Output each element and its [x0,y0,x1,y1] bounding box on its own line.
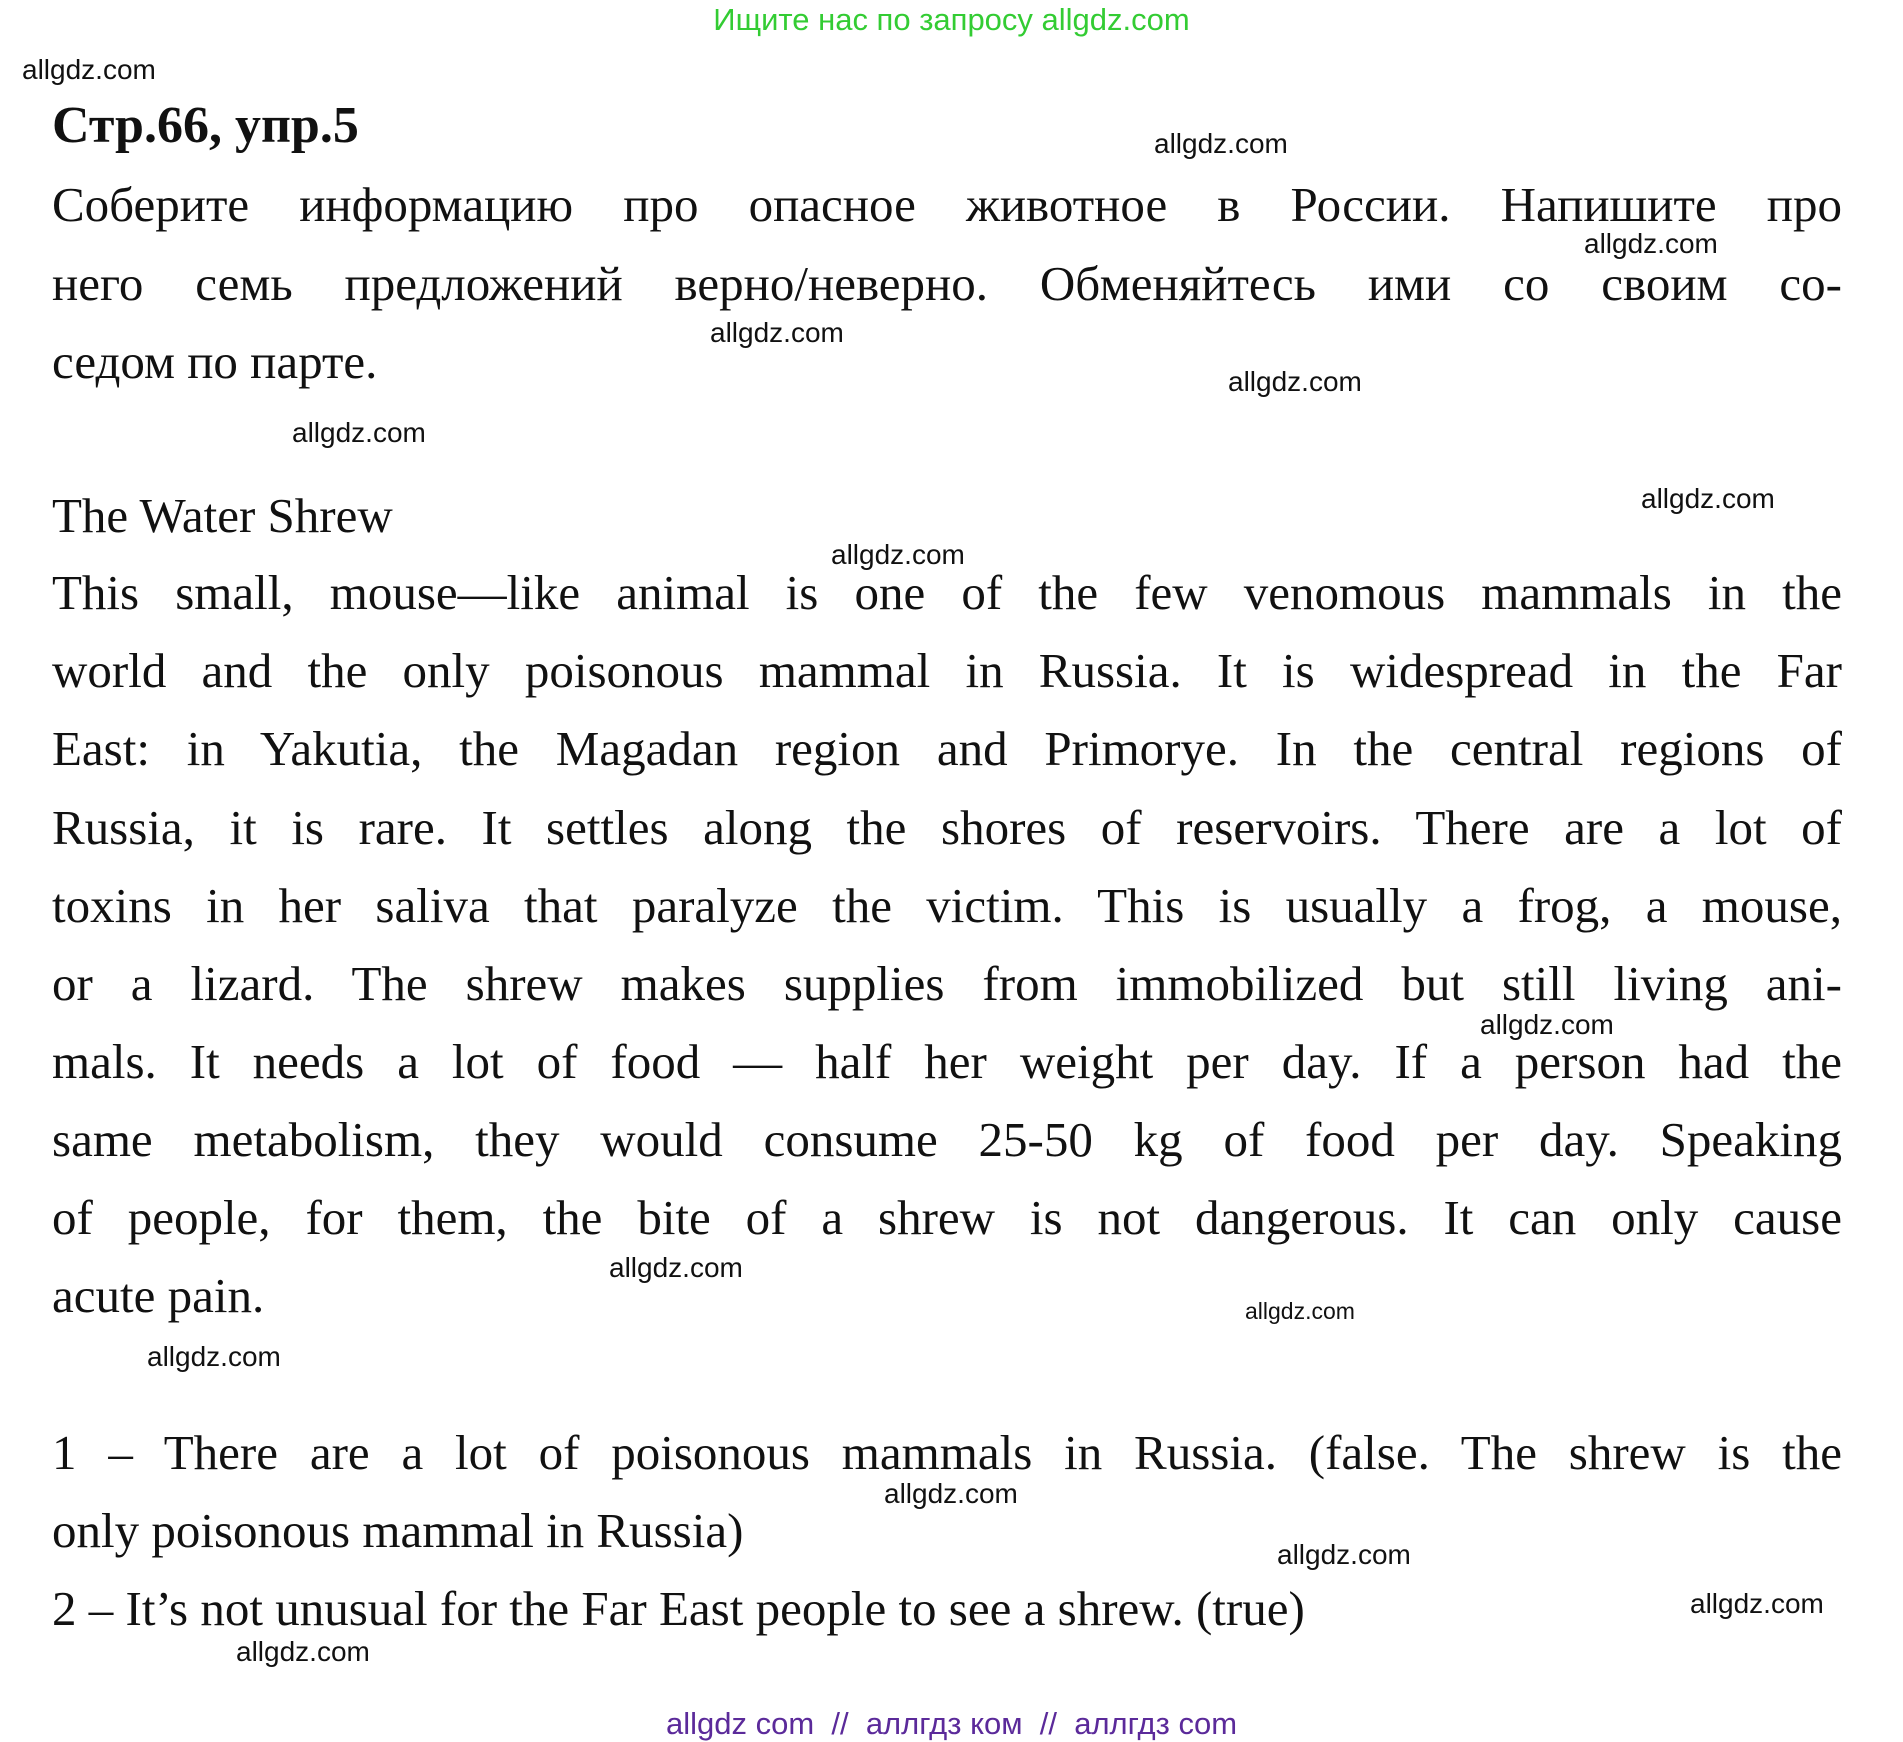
text-line: world and the only poisonous mammal in Russia. It is widespread in the Far [52,643,1842,698]
watermark: allgdz.com [1154,128,1288,159]
answer-line: 1 – There are a lot of poisonous mammals in Russia. (false. The shrew is the [52,1425,1842,1480]
watermark: allgdz.com [1228,366,1362,397]
text-line: East: in Yakutia, the Magadan region and Primorye. In the central regions of [52,721,1842,776]
text-line: Russia, it is rare. It settles along the shores of reservoirs. There are a lot of [52,800,1842,855]
text-line: This small, mouse—like animal is one of the few venomous mammals in the [52,565,1842,620]
watermark: allgdz.com [1480,1009,1614,1040]
watermark: allgdz.com [1245,1298,1355,1324]
text-line: toxins in her saliva that paralyze the victim. This is usually a frog, a mouse, [52,878,1842,933]
text-line: mals. It needs a lot of food — half her weight per day. If a person had the [52,1034,1842,1089]
watermark: allgdz.com [1690,1588,1824,1619]
text-line: same metabolism, they would consume 25-50 kg of food per day. Speaking [52,1112,1842,1167]
text-line: acute pain. [52,1268,265,1323]
answer-line: only poisonous mammal in Russia) [52,1503,744,1558]
watermark: allgdz.com [1641,483,1775,514]
text-line: of people, for them, the bite of a shrew is not dangerous. It can only cause [52,1190,1842,1245]
task-line: него семь предложений верно/неверно. Обменяйтесь ими со своим со- [52,256,1842,311]
task-line: Соберите информацию про опасное животное в России. Напишите про [52,177,1842,232]
watermark: allgdz.com [1277,1539,1411,1570]
watermark: allgdz.com [292,417,426,448]
text-line: or a lizard. The shrew makes supplies from immobilized but still living ani- [52,956,1842,1011]
top-banner: Ищите нас по запросу allgdz.com [713,2,1190,37]
page-title: Стр.66, упр.5 [52,97,359,154]
watermark: allgdz.com [831,539,965,570]
answer-line: 2 – It’s not unusual for the Far East people to see a shrew. (true) [52,1581,1305,1636]
footer-links: allgdz com // аллгдз ком // аллгдз com [665,1706,1238,1741]
text-title: The Water Shrew [52,488,393,543]
watermark: allgdz.com [236,1636,370,1667]
watermark: allgdz.com [22,54,156,85]
watermark: allgdz.com [1584,228,1718,259]
task-line: седом по парте. [52,334,378,389]
watermark: allgdz.com [609,1252,743,1283]
watermark: allgdz.com [884,1478,1018,1509]
watermark: allgdz.com [710,317,844,348]
watermark: allgdz.com [147,1341,281,1372]
